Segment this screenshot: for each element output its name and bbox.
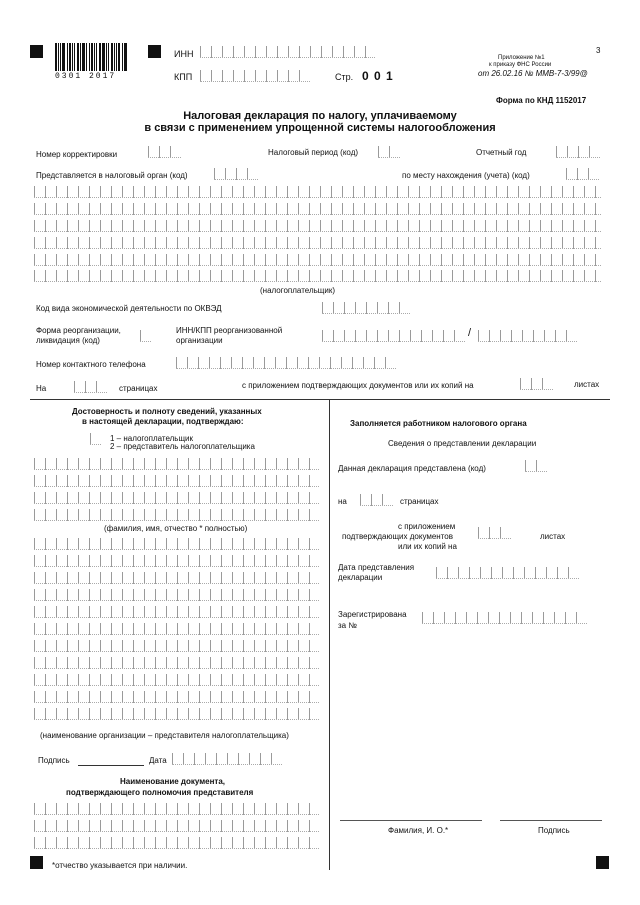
page-number: 0 0 1: [362, 69, 394, 83]
title-line2: в связи с применением упрощенной системы налогообложения: [144, 122, 496, 134]
reorg-form-label-1: Форма реорганизации,: [36, 326, 121, 335]
barcode-bar: [102, 43, 105, 71]
kpp-label: КПП: [174, 72, 193, 82]
section-divider: [30, 399, 610, 400]
page-label: Стр.: [335, 72, 354, 82]
barcode-bar: [80, 43, 81, 71]
doc-name-label-1: Наименование документа,: [120, 777, 226, 786]
fio-caption: (фамилия, имя, отчество * полностью): [104, 524, 248, 533]
barcode-bar: [118, 43, 120, 71]
barcode-bar: [62, 43, 65, 71]
attach-label-3: или их копий на: [398, 542, 457, 551]
reorg-inn-label-2: организации: [176, 336, 223, 345]
org-row-7[interactable]: [34, 640, 319, 652]
reporting-year-label: Отчетный год: [476, 148, 527, 157]
right-heading: Заполняется работником налогового органа: [350, 419, 527, 428]
appendix-line3: от 26.02.16 № ММВ-7-3/99@: [478, 69, 588, 78]
date-label: Дата: [149, 756, 167, 765]
appendix-line1: Приложение №1: [498, 55, 545, 61]
right-on-label: на: [338, 497, 347, 506]
phone-cells[interactable]: [176, 357, 396, 369]
barcode-bar: [72, 43, 73, 71]
barcode-bar: [106, 43, 107, 71]
barcode-bar: [111, 43, 113, 71]
reporting-year-cells[interactable]: [556, 146, 600, 158]
footnote: *отчество указывается при наличии.: [52, 861, 188, 870]
barcode-bar: [114, 43, 115, 71]
org-row-1[interactable]: [34, 538, 319, 550]
barcode-bar: [69, 43, 71, 71]
barcode-bar: [77, 43, 79, 71]
pages-cells[interactable]: [74, 381, 107, 393]
org-caption: (наименование организации – представителя налогоплательщика): [40, 731, 289, 740]
attach-cells[interactable]: [478, 527, 511, 539]
org-row-3[interactable]: [34, 572, 319, 584]
barcode-bar: [55, 43, 57, 71]
org-row-8[interactable]: [34, 657, 319, 669]
right-pages-label: страницах: [400, 497, 439, 506]
corner-marker-bottom-right: [596, 856, 609, 869]
doc-name-label-2: подтверждающего полномочия представителя: [66, 788, 254, 797]
reorg-inn-cells[interactable]: [322, 330, 465, 342]
barcode-bar: [91, 43, 93, 71]
location-cells[interactable]: [566, 168, 599, 180]
doc-name-row-1[interactable]: [34, 803, 319, 815]
inn-label: ИНН: [174, 49, 194, 59]
barcode-bar: [67, 43, 68, 71]
submission-date-label-2: декларации: [338, 573, 383, 582]
signature-line[interactable]: [78, 765, 144, 766]
doc-name-row-3[interactable]: [34, 837, 319, 849]
submission-date-label-1: Дата представления: [338, 563, 415, 572]
barcode-bar: [58, 43, 59, 71]
barcode-number: 0301 2017: [55, 72, 117, 81]
sheets-label: листах: [574, 380, 600, 389]
left-heading-2: в настоящей декларации, подтверждаю:: [82, 417, 244, 426]
barcode-bar: [122, 43, 123, 71]
org-row-5[interactable]: [34, 606, 319, 618]
org-row-4[interactable]: [34, 589, 319, 601]
signature-label: Подпись: [38, 756, 70, 765]
org-row-2[interactable]: [34, 555, 319, 567]
taxpayer-row-6[interactable]: [34, 270, 601, 282]
org-row-10[interactable]: [34, 691, 319, 703]
submitted-label: Данная декларация представлена (код): [338, 464, 486, 473]
pages-on-label: На: [36, 384, 47, 393]
reorg-form-cells[interactable]: [140, 330, 151, 342]
doc-name-row-2[interactable]: [34, 820, 319, 832]
sheets-cells[interactable]: [520, 378, 553, 390]
barcode-bar: [89, 43, 90, 71]
taxpayer-row-2[interactable]: [34, 203, 601, 215]
okved-cells[interactable]: [322, 302, 410, 314]
corner-marker-top-mid: [148, 45, 161, 58]
barcode-bar: [108, 43, 109, 71]
taxpayer-row-5[interactable]: [34, 254, 601, 266]
barcode-bar: [116, 43, 117, 71]
fio-row-1[interactable]: [34, 458, 319, 470]
location-label: по месту нахождения (учета) (код): [402, 171, 530, 180]
org-row-9[interactable]: [34, 674, 319, 686]
inn-cells[interactable]: [200, 46, 375, 58]
reorg-kpp-cells[interactable]: [478, 330, 577, 342]
date-cells[interactable]: [172, 753, 282, 765]
left-heading-1: Достоверность и полноту сведений, указанных: [72, 407, 262, 416]
title-line1: Налоговая декларация по налогу, уплачиваемому: [183, 110, 457, 122]
tax-authority-label: Представляется в налоговый орган (код): [36, 171, 188, 180]
right-subheading: Сведения о представлении декларации: [388, 439, 537, 448]
officer-signature-line[interactable]: [500, 820, 602, 821]
tax-period-cells[interactable]: [378, 146, 400, 158]
submitted-cells[interactable]: [525, 460, 547, 472]
org-row-6[interactable]: [34, 623, 319, 635]
officer-fio-label: Фамилия, И. О.*: [388, 826, 449, 835]
signer-type-cell[interactable]: [90, 433, 101, 445]
submission-date-cells[interactable]: [436, 567, 579, 579]
taxpayer-row-1[interactable]: [34, 186, 601, 198]
reorg-inn-label-1: ИНН/КПП реорганизованной: [176, 326, 283, 335]
fio-row-2[interactable]: [34, 475, 319, 487]
attach-label-1: с приложением: [398, 522, 456, 531]
corner-marker-top-left: [30, 45, 43, 58]
barcode-bar: [99, 43, 101, 71]
barcode-bar: [94, 43, 95, 71]
barcode-bar: [124, 43, 127, 71]
taxpayer-caption: (налогоплательщик): [260, 286, 336, 295]
registered-cells[interactable]: [422, 612, 587, 624]
barcode-bar: [86, 43, 87, 71]
barcode: [55, 43, 135, 79]
attach-label-2: подтверждающих документов: [342, 532, 453, 541]
tax-period-label: Налоговый период (код): [268, 148, 359, 157]
taxpayer-row-3[interactable]: [34, 220, 601, 232]
reorg-slash: /: [468, 327, 472, 339]
column-divider: [329, 400, 330, 870]
appendix-line2: к приказу ФНС России: [489, 62, 552, 68]
right-pages-cells[interactable]: [360, 494, 393, 506]
signer-option-2: 2 – представитель налогоплательщика: [110, 442, 255, 451]
registered-label-2: за №: [338, 621, 357, 630]
correction-number-label: Номер корректировки: [36, 150, 118, 159]
fio-row-3[interactable]: [34, 492, 319, 504]
officer-signature-label: Подпись: [538, 826, 570, 835]
right-sheets-label: листах: [540, 532, 566, 541]
barcode-bar: [82, 43, 85, 71]
tax-authority-cells[interactable]: [214, 168, 258, 180]
taxpayer-row-4[interactable]: [34, 237, 601, 249]
corner-marker-bottom-left: [30, 856, 43, 869]
barcode-bar: [74, 43, 75, 71]
page-corner-number: 3: [596, 46, 601, 55]
registered-label-1: Зарегистрирована: [338, 610, 407, 619]
fio-line[interactable]: [340, 820, 482, 821]
barcode-bar: [96, 43, 97, 71]
kpp-cells[interactable]: [200, 70, 310, 82]
pages-label: страницах: [119, 384, 158, 393]
barcode-bar: [60, 43, 61, 71]
reorg-form-label-2: ликвидация (код): [36, 336, 100, 345]
signer-option-1: 1 – налогоплательщик: [110, 434, 194, 443]
phone-label: Номер контактного телефона: [36, 360, 146, 369]
form-code: Форма по КНД 1152017: [496, 96, 587, 105]
org-row-11[interactable]: [34, 708, 319, 720]
fio-row-4[interactable]: [34, 509, 319, 521]
okved-label: Код вида экономической деятельности по ОКВЭД: [36, 304, 222, 313]
correction-number-cells[interactable]: [148, 146, 181, 158]
with-docs-label: с приложением подтверждающих документов или их копий на: [242, 381, 474, 390]
